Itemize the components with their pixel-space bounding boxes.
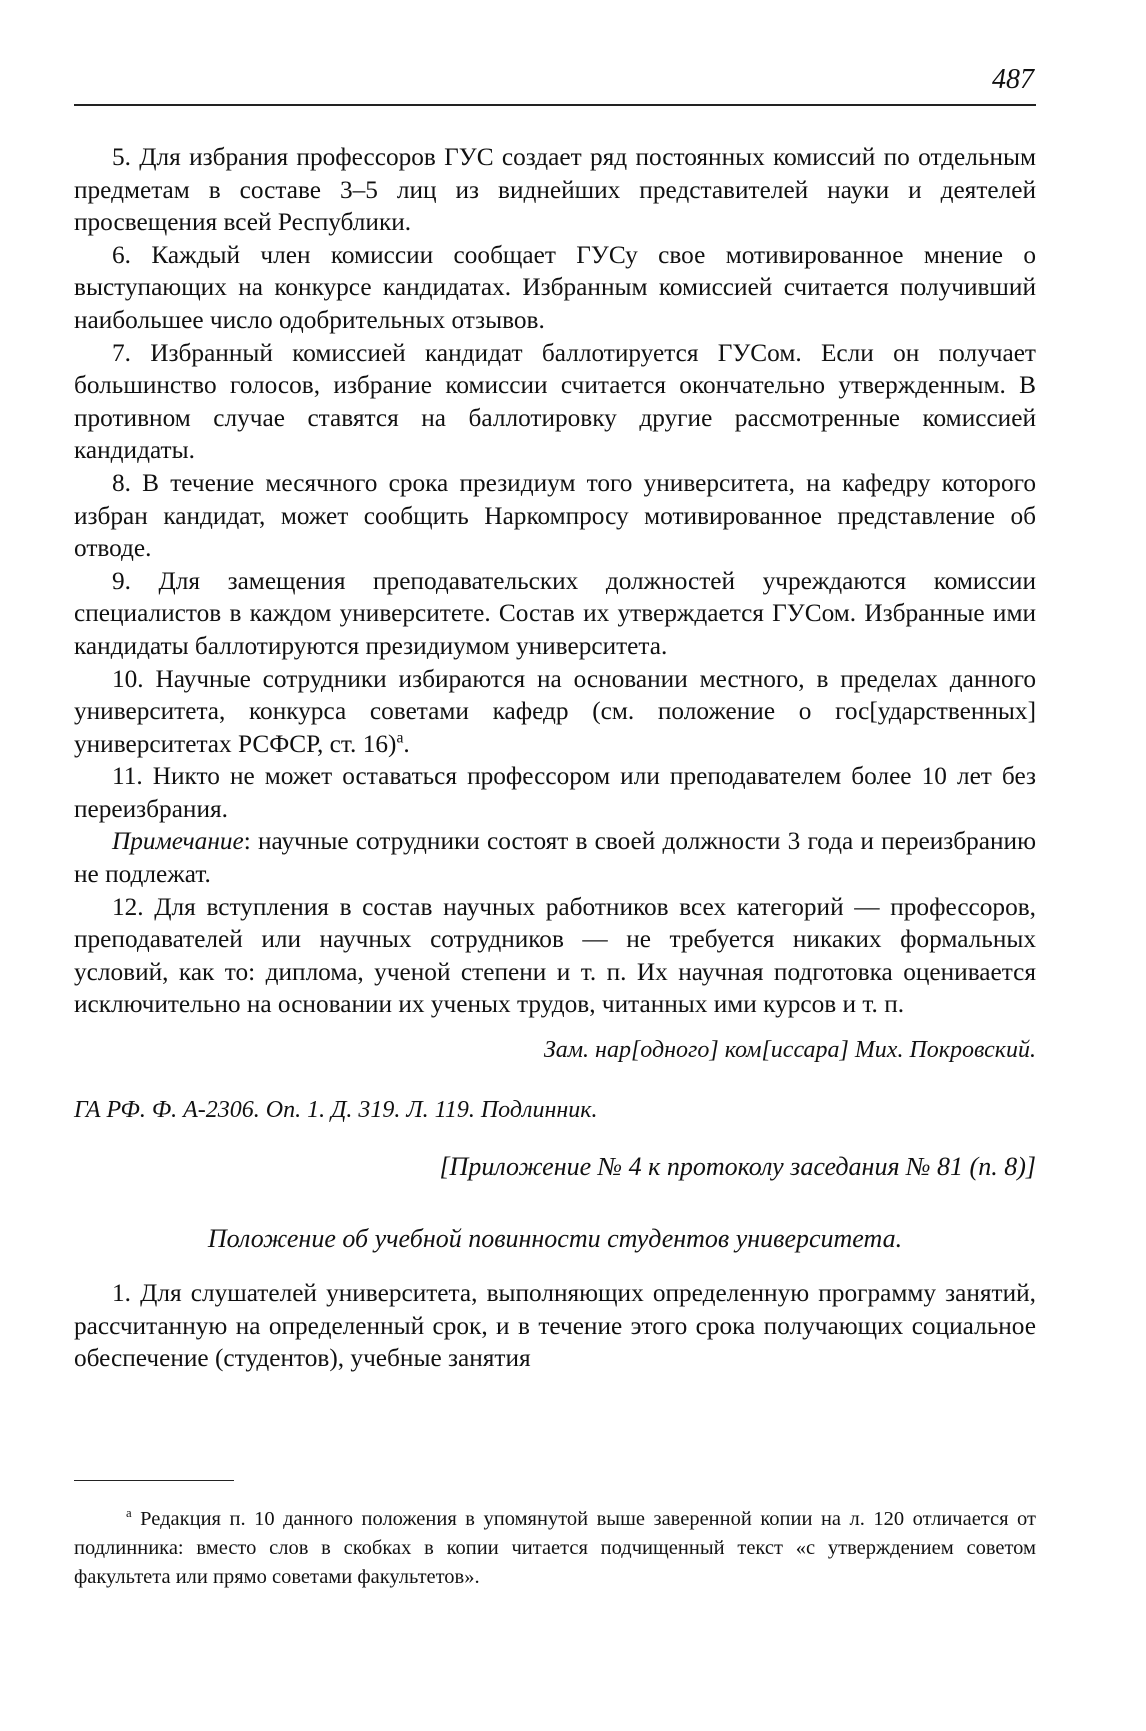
section-paragraph-1: 1. Для слушателей университета, выполняющих определенную программу занятий, рассчитанную на определенный срок, и в течение этого срока получающих социальное обеспечение (студентов), учебные занятия bbox=[74, 1279, 1036, 1373]
footnote-reference: а bbox=[396, 729, 404, 747]
footnote-text: Редакция п. 10 данного положения в упомянутой выше заверенной копии на л. 120 отличается от подлинника: вместо слов в скобках в копии читается подчищенный текст «с утверждением советом факультета или прямо советами факультетов». bbox=[74, 1508, 1036, 1588]
signature: Зам. нар[одного] ком[иссара] Мих. Покровский. bbox=[543, 1037, 1036, 1064]
paragraph-10 bbox=[74, 663, 1036, 761]
main-text bbox=[74, 141, 1036, 1375]
appendix-heading: [Приложение № 4 к протоколу заседания № 81 (п. 8)] bbox=[439, 1152, 1036, 1182]
footnote-marker: а bbox=[126, 1506, 132, 1521]
paragraph-5: 5. Для избрания профессоров ГУС создает ряд постоянных комиссий по отдельным предметам в составе 3–5 лиц из виднейших представителей науки и деятелей просвещения всей Республики. bbox=[74, 143, 1036, 237]
note-text: : научные сотрудники состоят в своей должности 3 года и переизбранию не подлежат. bbox=[74, 827, 1036, 889]
note-label: Примечание bbox=[112, 827, 244, 856]
paragraph-11: 11. Никто не может оставаться профессором или преподавателем более 10 лет без переизбрания. bbox=[74, 762, 1036, 823]
archive-reference: ГА РФ. Ф. А-2306. Оп. 1. Д. 319. Л. 119. Подлинник. bbox=[74, 1097, 598, 1124]
page-number: 487 bbox=[992, 64, 1034, 95]
page-header bbox=[74, 60, 1036, 106]
paragraph-8: 8. В течение месячного срока президиум того университета, на кафедру которого избран кандидат, может сообщить Наркомпросу мотивированное представление об отводе. bbox=[74, 468, 1036, 563]
paragraph-9: 9. Для замещения преподавательских должностей учреждаются комиссии специалистов в каждом университете. Состав их утверждается ГУСом. Избранные ими кандидаты баллотируются президиумом университета. bbox=[74, 566, 1036, 660]
paragraph-10-end: . bbox=[403, 729, 410, 758]
paragraph-6: 6. Каждый член комиссии сообщает ГУСу свое мотивированное мнение о выступающих на конкурсе кандидатах. Избранным комиссией считается получивший наибольшее число одобрительных отзывов. bbox=[74, 240, 1036, 334]
section-title: Положение об учебной повинности студентов университета. bbox=[207, 1224, 903, 1254]
paragraph-10-text: 10. Научные сотрудники избираются на основании местного, в пределах данного университета, конкурса советами кафедр (см. положение о гос[ударственных] университетах РСФСР, ст. 16) bbox=[74, 664, 1036, 758]
footnote bbox=[74, 1505, 1036, 1592]
paragraph-7: 7. Избранный комиссией кандидат баллотируется ГУСом. Если он получает большинство голосов, избрание комиссии считается окончательно утвержденным. В противном случае ставятся на баллотировку другие рассмотренные комиссией кандидаты. bbox=[74, 338, 1036, 465]
paragraph-12: 12. Для вступления в состав научных работников всех категорий — профессоров, преподавателей или научных сотрудников — не требуется никаких формальных условий, как то: диплома, ученой степени и т. п. Их научная подготовка оценивается исключительно на основании их ученых трудов, читанных ими курсов и т. п. bbox=[74, 892, 1036, 1019]
footnote-divider bbox=[74, 1480, 234, 1481]
note-paragraph bbox=[74, 825, 1036, 890]
